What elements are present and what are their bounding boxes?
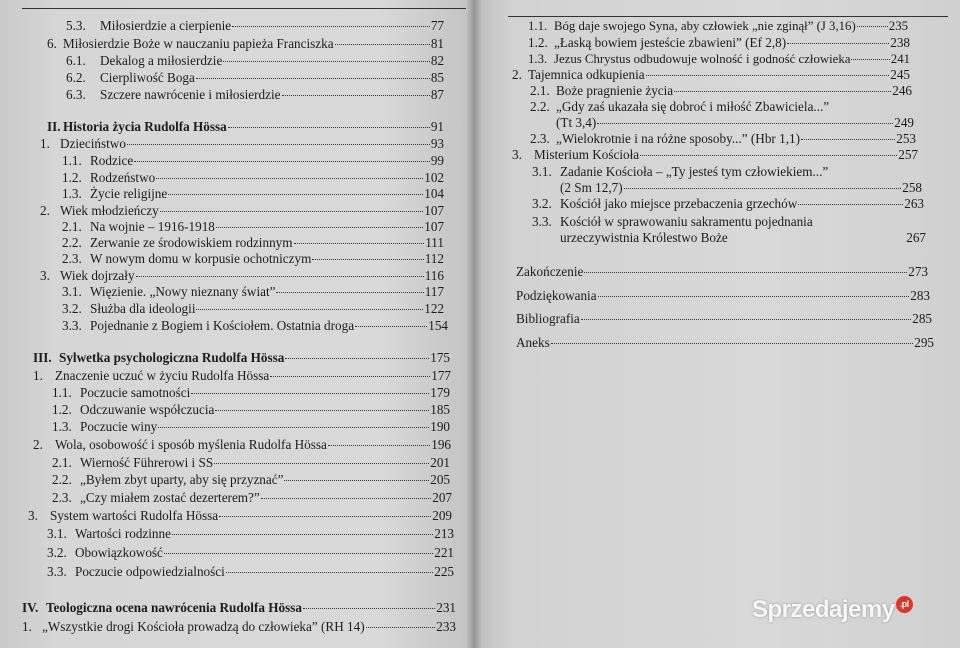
toc-page-number: 85 bbox=[430, 70, 444, 85]
toc-page-number: 91 bbox=[430, 119, 444, 134]
toc-page-number: 205 bbox=[430, 472, 450, 487]
dot-leader bbox=[164, 553, 433, 554]
toc-number: 1.3. bbox=[52, 419, 72, 434]
toc-title: Miłosierdzie Boże w nauczaniu papieża Franciszka bbox=[63, 36, 334, 51]
dot-leader bbox=[127, 144, 430, 145]
toc-title: Cierpliwość Boga bbox=[100, 70, 195, 85]
dot-leader bbox=[801, 139, 895, 140]
toc-page-number: 213 bbox=[434, 526, 454, 541]
toc-number: 2.3. bbox=[530, 131, 550, 146]
dot-leader bbox=[158, 427, 429, 428]
dot-leader bbox=[787, 43, 889, 44]
toc-title: „Łaską bowiem jesteście zbawieni” (Ef 2,8) bbox=[554, 35, 787, 50]
toc-page-number: 263 bbox=[904, 196, 924, 211]
dot-leader bbox=[172, 534, 433, 535]
toc-entry bbox=[62, 219, 444, 235]
dot-leader bbox=[624, 188, 902, 189]
toc-entry bbox=[62, 318, 448, 334]
toc-title: „Wielokrotnie i na różne sposoby...” (Hbr 1,1) bbox=[556, 131, 800, 146]
toc-entry bbox=[528, 18, 908, 34]
toc-entry bbox=[22, 619, 456, 635]
toc-entry bbox=[62, 153, 444, 169]
toc-number: 1. bbox=[33, 368, 43, 383]
toc-entry bbox=[40, 136, 444, 152]
toc-page-number: 93 bbox=[430, 136, 444, 151]
toc-page-number: 104 bbox=[424, 186, 444, 201]
toc-entry bbox=[66, 18, 444, 34]
toc-entry bbox=[62, 301, 444, 317]
dot-leader bbox=[366, 627, 436, 628]
toc-entry bbox=[530, 99, 829, 115]
toc-number: 3.1. bbox=[47, 526, 67, 541]
toc-title: Historia życia Rudolfa Hössa bbox=[63, 119, 227, 134]
dot-leader bbox=[282, 95, 430, 96]
toc-page-number: 154 bbox=[428, 318, 448, 333]
toc-number: 3.3. bbox=[47, 564, 67, 579]
toc-title: Znaczenie uczuć w życiu Rudolfa Hössa bbox=[55, 368, 270, 383]
toc-title: Aneks bbox=[516, 335, 550, 350]
dot-leader bbox=[219, 516, 431, 517]
toc-entry bbox=[52, 490, 452, 506]
dot-leader bbox=[160, 211, 424, 212]
toc-number: 2.1. bbox=[52, 455, 72, 470]
toc-number: 6.2. bbox=[66, 70, 86, 85]
toc-page-number: 283 bbox=[910, 288, 930, 303]
dot-leader bbox=[156, 178, 423, 179]
dot-leader bbox=[223, 61, 430, 62]
toc-page-number: 190 bbox=[430, 419, 450, 434]
toc-title: Poczucie samotności bbox=[80, 385, 191, 400]
toc-entry-continued bbox=[560, 230, 926, 246]
toc-number: 3.2. bbox=[532, 196, 552, 211]
toc-entry bbox=[33, 368, 451, 384]
toc-page-number: 233 bbox=[436, 619, 456, 634]
toc-title: Kościół jako miejsce przebaczenia grzechów bbox=[560, 196, 798, 211]
dot-leader bbox=[312, 259, 423, 260]
dot-leader bbox=[284, 480, 429, 481]
dot-leader bbox=[226, 572, 433, 573]
dot-leader bbox=[214, 463, 429, 464]
toc-page-number: 246 bbox=[892, 83, 912, 98]
toc-entry bbox=[62, 170, 444, 186]
toc-title: Wartości rodzinne bbox=[75, 526, 171, 541]
toc-title: Rodzice bbox=[90, 153, 134, 168]
toc-number: 3. bbox=[512, 147, 522, 162]
toc-page-number: 177 bbox=[431, 368, 451, 383]
toc-entry bbox=[516, 264, 928, 280]
toc-page-number: 111 bbox=[425, 235, 444, 250]
toc-chapter bbox=[47, 119, 444, 135]
toc-number: 1.2. bbox=[52, 402, 72, 417]
toc-number: 1.1. bbox=[52, 385, 72, 400]
toc-title-continued: (Tt 3,4) bbox=[556, 115, 597, 130]
toc-title: Zakończenie bbox=[516, 264, 584, 279]
toc-entry bbox=[47, 36, 444, 52]
toc-entry bbox=[33, 437, 451, 453]
toc-title: „Wszystkie drogi Kościoła prowadzą do człowieka” (RH 14) bbox=[42, 619, 365, 634]
toc-entry bbox=[66, 53, 444, 69]
toc-entry bbox=[512, 67, 910, 83]
toc-entry bbox=[62, 235, 444, 251]
toc-number: IV. bbox=[22, 600, 39, 615]
dot-leader bbox=[598, 296, 910, 297]
dot-leader bbox=[674, 91, 891, 92]
watermark-pl-badge: .pl bbox=[896, 596, 913, 613]
toc-page-number: 81 bbox=[430, 36, 444, 51]
dot-leader bbox=[196, 309, 423, 310]
toc-entry bbox=[62, 186, 444, 202]
watermark-text: Sprzedajemy bbox=[752, 596, 895, 623]
toc-entry-continued bbox=[556, 115, 914, 131]
dot-leader bbox=[294, 243, 425, 244]
toc-title: Poczucie winy bbox=[80, 419, 158, 434]
toc-title: Zadanie Kościoła – „Ty jesteś tym człowiekiem...” bbox=[560, 164, 829, 179]
dot-leader bbox=[328, 445, 430, 446]
toc-page-number: 257 bbox=[898, 147, 918, 162]
toc-entry-continued bbox=[560, 180, 922, 196]
toc-entry bbox=[66, 87, 444, 103]
toc-number: III. bbox=[33, 350, 52, 365]
toc-page-number: 225 bbox=[434, 564, 454, 579]
toc-page-number: 185 bbox=[430, 402, 450, 417]
toc-title: Rodzeństwo bbox=[90, 170, 156, 185]
dot-leader bbox=[597, 123, 893, 124]
dot-leader bbox=[335, 44, 430, 45]
toc-page-number: 107 bbox=[424, 219, 444, 234]
toc-number: 3.3. bbox=[62, 318, 82, 333]
dot-leader bbox=[232, 26, 430, 27]
toc-title: „Gdy zaś ukazała się dobroć i miłość Zbawiciela...” bbox=[556, 99, 830, 114]
toc-entry bbox=[62, 251, 444, 267]
book-gutter bbox=[466, 0, 482, 648]
toc-title: Pojednanie z Bogiem i Kościołem. Ostatnia droga bbox=[90, 318, 355, 333]
toc-number: 2. bbox=[40, 203, 50, 218]
toc-title: Bóg daje swojego Syna, aby człowiek „nie zginął” (J 3,16) bbox=[554, 19, 856, 33]
toc-page-number: 295 bbox=[914, 335, 934, 350]
toc-entry bbox=[47, 564, 454, 580]
toc-entry bbox=[52, 402, 450, 418]
toc-page-number: 209 bbox=[432, 508, 452, 523]
toc-title: Kościół w sprawowaniu sakramentu pojednania bbox=[560, 214, 813, 229]
dot-leader bbox=[136, 276, 424, 277]
toc-title: Zerwanie ze środowiskiem rodzinnym bbox=[90, 235, 293, 250]
toc-page-number: 102 bbox=[424, 170, 444, 185]
dot-leader bbox=[581, 319, 911, 320]
top-rule-left bbox=[22, 8, 466, 9]
dot-leader bbox=[285, 358, 429, 359]
toc-entry bbox=[528, 35, 910, 51]
toc-page-number: 249 bbox=[894, 115, 914, 130]
toc-entry bbox=[512, 147, 918, 163]
toc-title: Wola, osobowość i sposób myślenia Rudolfa Hössa bbox=[55, 437, 327, 452]
toc-title: Jezus Chrystus odbudowuje wolność i godność człowieka bbox=[554, 52, 851, 66]
dot-leader bbox=[857, 26, 888, 27]
toc-entry bbox=[62, 284, 444, 300]
toc-number: 6.3. bbox=[66, 87, 86, 102]
toc-number: 1.3. bbox=[528, 52, 548, 66]
toc-title: Na wojnie – 1916-1918 bbox=[90, 219, 215, 234]
toc-title: System wartości Rudolfa Hössa bbox=[50, 508, 219, 523]
toc-title: Dekalog a miłosierdzie bbox=[100, 53, 223, 68]
toc-number: 3. bbox=[40, 268, 50, 283]
toc-number: II. bbox=[47, 119, 61, 134]
toc-page-number: 253 bbox=[896, 131, 916, 146]
toc-title: Misterium Kościoła bbox=[534, 147, 640, 162]
dot-leader bbox=[261, 498, 431, 499]
toc-title: Wiek młodzieńczy bbox=[60, 203, 159, 218]
sprzedajemy-watermark-logo bbox=[752, 596, 913, 624]
toc-entry bbox=[47, 545, 454, 561]
toc-page-number: 112 bbox=[424, 251, 444, 266]
toc-entry bbox=[516, 311, 932, 327]
toc-number: 2. bbox=[512, 67, 522, 82]
toc-title: „Czy miałem zostać dezerterem?” bbox=[80, 490, 260, 505]
toc-entry bbox=[40, 268, 444, 284]
toc-title: Wierność Führerowi i SS bbox=[80, 455, 214, 470]
toc-number: 1. bbox=[40, 136, 50, 151]
toc-entry bbox=[530, 131, 916, 147]
toc-entry bbox=[40, 203, 444, 219]
toc-entry bbox=[52, 385, 450, 401]
toc-page-number: 245 bbox=[890, 67, 910, 82]
toc-title: Sylwetka psychologiczna Rudolfa Hössa bbox=[59, 350, 285, 365]
toc-page-number: 117 bbox=[424, 284, 444, 299]
dot-leader bbox=[851, 59, 889, 60]
toc-title: Podziękowania bbox=[516, 288, 597, 303]
toc-title: Odczuwanie współczucia bbox=[80, 402, 215, 417]
toc-entry bbox=[47, 526, 454, 542]
toc-page-number: 241 bbox=[890, 52, 910, 66]
toc-page-number: 201 bbox=[430, 455, 450, 470]
toc-title: Poczucie odpowiedzialności bbox=[75, 564, 225, 579]
dot-leader bbox=[640, 155, 897, 156]
toc-number: 2.2. bbox=[62, 235, 82, 250]
toc-entry bbox=[52, 455, 450, 471]
toc-page-number: 285 bbox=[912, 311, 932, 326]
toc-number: 3. bbox=[28, 508, 38, 523]
dot-leader bbox=[270, 376, 430, 377]
dot-leader bbox=[303, 608, 435, 609]
dot-leader bbox=[584, 272, 907, 273]
toc-number: 1.2. bbox=[528, 35, 548, 50]
toc-entry bbox=[66, 70, 444, 86]
toc-page-number: 238 bbox=[890, 35, 910, 50]
toc-number: 2.2. bbox=[52, 472, 72, 487]
toc-number: 3.2. bbox=[62, 301, 82, 316]
toc-page-number: 116 bbox=[424, 268, 444, 283]
dot-leader bbox=[798, 204, 903, 205]
toc-number: 3.1. bbox=[62, 284, 82, 299]
toc-page-number: 77 bbox=[430, 18, 444, 33]
toc-entry bbox=[28, 508, 452, 524]
toc-page-number: 273 bbox=[908, 264, 928, 279]
dot-leader bbox=[134, 161, 430, 162]
toc-page-number: 196 bbox=[431, 437, 451, 452]
dot-leader bbox=[215, 410, 429, 411]
dot-leader bbox=[216, 227, 423, 228]
toc-title-continued: urzeczywistnia Królestwo Boże bbox=[560, 230, 728, 245]
toc-title: Więzienie. „Nowy nieznany świat” bbox=[90, 284, 276, 299]
toc-entry bbox=[532, 196, 924, 212]
toc-number: 3.2. bbox=[47, 545, 67, 560]
toc-page-number: 87 bbox=[430, 87, 444, 102]
toc-title: Szczere nawrócenie i miłosierdzie bbox=[100, 87, 281, 102]
toc-page-number: 99 bbox=[430, 153, 444, 168]
toc-entry bbox=[528, 51, 910, 67]
toc-page-number: 122 bbox=[424, 301, 444, 316]
toc-page-number: 179 bbox=[430, 385, 450, 400]
toc-number: 1.1. bbox=[62, 153, 82, 168]
toc-number: 6.1. bbox=[66, 53, 86, 68]
toc-page-number: 267 bbox=[906, 230, 926, 245]
toc-page-number: 221 bbox=[434, 545, 454, 560]
dot-leader bbox=[355, 326, 427, 327]
toc-page-number: 82 bbox=[430, 53, 444, 68]
dot-leader bbox=[196, 78, 430, 79]
leader-space bbox=[729, 238, 906, 239]
toc-title: Służba dla ideologii bbox=[90, 301, 196, 316]
toc-number: 2.3. bbox=[62, 251, 82, 266]
toc-title: Boże pragnienie życia bbox=[556, 83, 674, 98]
toc-entry bbox=[530, 83, 912, 99]
toc-page-number: 235 bbox=[888, 19, 908, 33]
toc-title: Teologiczna ocena nawrócenia Rudolfa Hössa bbox=[46, 600, 302, 615]
toc-page-number: 258 bbox=[902, 180, 922, 195]
dot-leader bbox=[168, 194, 423, 195]
toc-entry bbox=[532, 164, 828, 180]
toc-title: W nowym domu w korpusie ochotniczym bbox=[90, 251, 312, 266]
toc-number: 2.1. bbox=[530, 83, 550, 98]
dot-leader bbox=[551, 343, 914, 344]
toc-page-number: 175 bbox=[430, 350, 450, 365]
toc-title: Wiek dojrzały bbox=[60, 268, 135, 283]
toc-title: Życie religijne bbox=[90, 186, 168, 201]
toc-number: 2.1. bbox=[62, 219, 82, 234]
dot-leader bbox=[228, 127, 430, 128]
toc-number: 2. bbox=[33, 437, 43, 452]
toc-entry bbox=[516, 335, 934, 351]
toc-number: 3.1. bbox=[532, 164, 552, 179]
toc-number: 2.3. bbox=[52, 490, 72, 505]
dot-leader bbox=[276, 292, 423, 293]
toc-chapter bbox=[33, 350, 450, 366]
toc-title: Obowiązkowość bbox=[75, 545, 163, 560]
toc-page-number: 207 bbox=[432, 490, 452, 505]
toc-title-continued: (2 Sm 12,7) bbox=[560, 180, 623, 195]
toc-entry bbox=[532, 214, 813, 230]
toc-number: 6. bbox=[47, 36, 57, 51]
toc-title: „Byłem zbyt uparty, aby się przyznać” bbox=[80, 472, 284, 487]
toc-title: Tajemnica odkupienia bbox=[528, 67, 645, 82]
dot-leader bbox=[191, 393, 429, 394]
toc-entry bbox=[52, 419, 450, 435]
toc-page-number: 107 bbox=[424, 203, 444, 218]
dot-leader bbox=[646, 75, 890, 76]
toc-chapter bbox=[22, 600, 456, 616]
toc-title: Dzieciństwo bbox=[60, 136, 126, 151]
toc-page-number: 231 bbox=[436, 600, 456, 615]
toc-number: 2.2. bbox=[530, 99, 550, 114]
top-rule-right bbox=[508, 16, 948, 17]
toc-number: 1.3. bbox=[62, 186, 82, 201]
toc-number: 5.3. bbox=[66, 18, 86, 33]
toc-title: Bibliografia bbox=[516, 311, 580, 326]
toc-number: 3.3. bbox=[532, 214, 552, 229]
toc-number: 1.2. bbox=[62, 170, 82, 185]
toc-title: Miłosierdzie a cierpienie bbox=[100, 18, 232, 33]
toc-number: 1.1. bbox=[528, 19, 548, 33]
toc-entry bbox=[516, 288, 930, 304]
toc-number: 1. bbox=[22, 619, 32, 634]
toc-entry bbox=[52, 472, 450, 488]
